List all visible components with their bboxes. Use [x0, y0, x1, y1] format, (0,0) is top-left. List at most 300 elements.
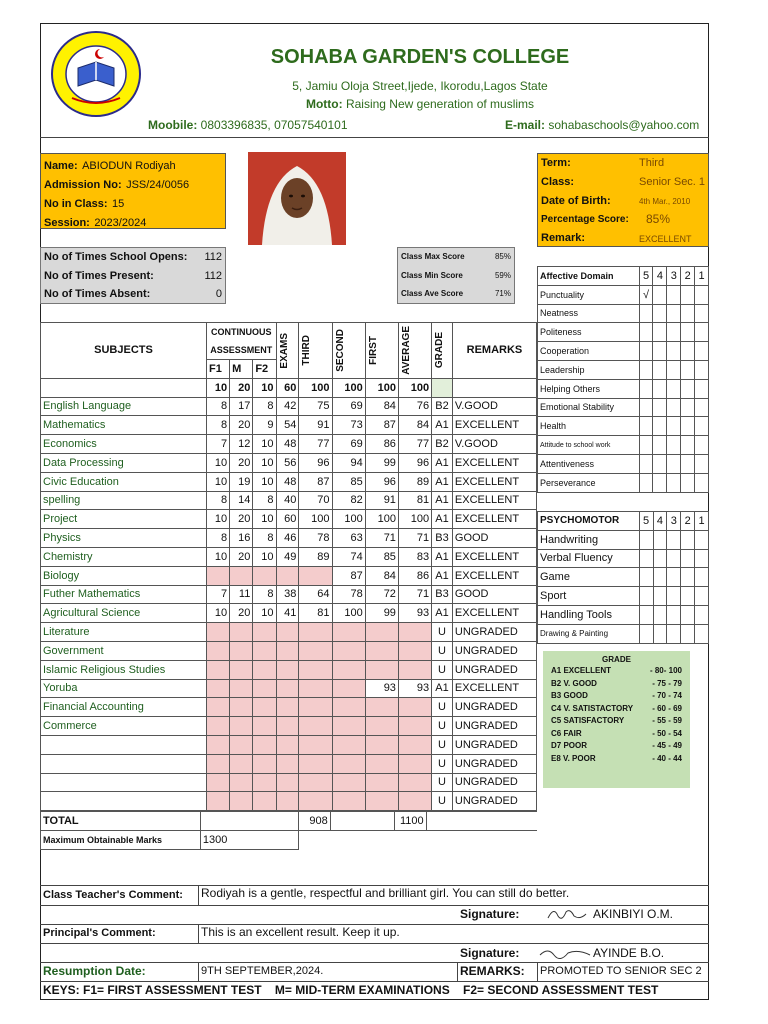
score-first: [365, 754, 398, 773]
score-f1: [207, 717, 230, 736]
table-row: [41, 510, 537, 529]
rating-cell: [653, 398, 667, 417]
score-third: [299, 735, 332, 754]
rating-cell: [695, 454, 709, 473]
rating-cell: [681, 304, 695, 323]
score-f2: 10: [253, 472, 276, 491]
grade-key-row: [551, 679, 682, 692]
score-exam: [276, 717, 299, 736]
affective-row: [538, 379, 709, 398]
remark-cell: V.GOOD: [452, 397, 536, 416]
score-m: [230, 698, 253, 717]
student-name: ABIODUN Rodiyah: [82, 160, 176, 172]
teacher-name: AKINBIYI O.M.: [593, 907, 674, 921]
psychomotor-row: [538, 568, 709, 587]
rating-cell: [681, 379, 695, 398]
subject-name: [41, 754, 207, 773]
score-avg: [398, 717, 431, 736]
score-m: 19: [230, 472, 253, 491]
rating-cell: [667, 323, 681, 342]
remark-cell: EXCELLENT: [452, 491, 536, 510]
grade-key-title: GRADE: [602, 655, 631, 664]
scale-cell: 5: [639, 512, 653, 531]
rating-cell: [695, 323, 709, 342]
score-avg: 89: [398, 472, 431, 491]
rating-cell: [695, 398, 709, 417]
score-f2: [253, 698, 276, 717]
grade-cell: A1: [432, 547, 453, 566]
affective-row: [538, 473, 709, 492]
score-f2: 8: [253, 585, 276, 604]
grade-cell: U: [432, 773, 453, 792]
rating-cell: [639, 605, 653, 624]
score-second: [332, 792, 365, 811]
score-m: 20: [230, 510, 253, 529]
affective-row: [538, 342, 709, 361]
remark-cell: UNGRADED: [452, 660, 536, 679]
rating-cell: [639, 417, 653, 436]
rating-cell: [653, 587, 667, 606]
class-score-value: 71%: [494, 289, 511, 298]
score-first: 71: [365, 529, 398, 548]
score-first: [365, 660, 398, 679]
psychomotor-row: [538, 530, 709, 549]
score-second: 82: [332, 491, 365, 510]
email-value: sohabaschools@yahoo.com: [548, 118, 700, 132]
rating-cell: [653, 360, 667, 379]
subjects-header: SUBJECTS: [41, 323, 207, 379]
max-remark-cell: [452, 378, 536, 397]
subject-name: Commerce: [41, 717, 207, 736]
remark-cell: UNGRADED: [452, 641, 536, 660]
score-exam: [276, 660, 299, 679]
score-first: 84: [365, 397, 398, 416]
term-label: Term:: [541, 157, 571, 169]
max-mark-cell: 100: [398, 378, 431, 397]
psychomotor-label: Game: [538, 568, 640, 587]
score-exam: 41: [276, 604, 299, 623]
score-m: [230, 679, 253, 698]
rating-cell: [667, 473, 681, 492]
class-score-row: [398, 285, 514, 304]
grade-cell: U: [432, 792, 453, 811]
score-avg: 93: [398, 604, 431, 623]
affective-row: [538, 398, 709, 417]
rating-cell: [695, 605, 709, 624]
table-row: [41, 792, 537, 811]
session: 2023/2024: [94, 217, 147, 229]
score-m: 11: [230, 585, 253, 604]
rating-cell: [695, 549, 709, 568]
score-first: 84: [365, 566, 398, 585]
promotion-remark: PROMOTED TO SENIOR SEC 2: [540, 965, 702, 977]
teacher-signature-icon: [546, 904, 588, 924]
score-exam: 42: [276, 397, 299, 416]
rating-cell: [681, 624, 695, 643]
score-exam: 54: [276, 416, 299, 435]
resumption-label: Resumption Date:: [43, 964, 146, 978]
score-m: 12: [230, 435, 253, 454]
grade-key-grade: D7 POOR: [551, 741, 588, 750]
subjects-table: [40, 322, 537, 811]
score-second: [332, 735, 365, 754]
score-exam: 38: [276, 585, 299, 604]
affective-label: Helping Others: [538, 379, 640, 398]
score-f2: 10: [253, 453, 276, 472]
rating-cell: [695, 360, 709, 379]
grade-key-grade: B2 V. GOOD: [551, 678, 597, 688]
score-first: 96: [365, 472, 398, 491]
subject-name: Islamic Religious Studies: [41, 660, 207, 679]
rating-cell: [639, 624, 653, 643]
rating-cell: [681, 360, 695, 379]
rating-cell: [639, 304, 653, 323]
total-average: 1100: [394, 812, 426, 831]
score-f2: 9: [253, 416, 276, 435]
grade-key-row: [551, 691, 682, 704]
grade-header: GRADE: [434, 332, 446, 369]
grade-key-row: [551, 754, 682, 767]
score-f2: [253, 735, 276, 754]
school-address: 5, Jamiu Oloja Street,Ijede, Ikorodu,Lagos State: [292, 79, 548, 93]
score-m: [230, 641, 253, 660]
table-row: [41, 679, 537, 698]
affective-domain-table: [537, 266, 709, 493]
school-motto: [200, 97, 640, 111]
score-exam: [276, 679, 299, 698]
table-row: [41, 472, 537, 491]
rating-cell: [667, 454, 681, 473]
school-name: SOHABA GARDEN'S COLLEGE: [270, 46, 570, 68]
rating-cell: [681, 568, 695, 587]
second-header: SECOND: [334, 329, 346, 372]
score-m: [230, 717, 253, 736]
remark-cell: UNGRADED: [452, 773, 536, 792]
psychomotor-label: Sport: [538, 587, 640, 606]
max-obtainable-label: Maximum Obtainable Marks: [41, 830, 201, 849]
remark-cell: EXCELLENT: [452, 547, 536, 566]
grade-cell: U: [432, 735, 453, 754]
score-f2: 10: [253, 547, 276, 566]
grade-cell: U: [432, 660, 453, 679]
score-second: [332, 623, 365, 642]
score-f2: 10: [253, 604, 276, 623]
subject-name: Literature: [41, 623, 207, 642]
remark-cell: EXCELLENT: [452, 472, 536, 491]
mobile-label: Moobile:: [148, 118, 198, 132]
f1-header: F1: [207, 360, 230, 379]
score-f1: [207, 566, 230, 585]
rating-cell: [667, 549, 681, 568]
attendance-value: 112: [204, 251, 222, 263]
grade-key-range: - 80- 100: [649, 666, 682, 675]
psychomotor-label: Handling Tools: [538, 605, 640, 624]
grade-key-grade: C6 FAIR: [551, 728, 582, 738]
score-first: [365, 735, 398, 754]
rating-cell: [639, 473, 653, 492]
score-first: [365, 717, 398, 736]
subject-name: Mathematics: [41, 416, 207, 435]
score-first: 91: [365, 491, 398, 510]
rating-cell: [653, 624, 667, 643]
score-third: 77: [299, 435, 332, 454]
score-second: [332, 754, 365, 773]
rating-cell: [639, 568, 653, 587]
rating-cell: [653, 323, 667, 342]
score-second: [332, 698, 365, 717]
score-f2: 8: [253, 397, 276, 416]
student-info-box: [40, 153, 226, 229]
table-row: [41, 566, 537, 585]
rating-cell: [639, 530, 653, 549]
dob-value: 4th Mar., 2010: [639, 197, 691, 206]
rating-cell: [667, 342, 681, 361]
max-mark-cell: 10: [253, 378, 276, 397]
score-m: 16: [230, 529, 253, 548]
score-m: [230, 754, 253, 773]
score-first: 85: [365, 547, 398, 566]
score-m: [230, 792, 253, 811]
score-first: [365, 792, 398, 811]
remark-cell: EXCELLENT: [452, 510, 536, 529]
totals-table: [40, 811, 537, 850]
rating-cell: [681, 549, 695, 568]
total-label: TOTAL: [41, 812, 201, 831]
table-row: [41, 660, 537, 679]
rating-cell: [667, 624, 681, 643]
score-first: [365, 641, 398, 660]
score-first: [365, 773, 398, 792]
score-f2: [253, 660, 276, 679]
score-avg: [398, 792, 431, 811]
score-second: 78: [332, 585, 365, 604]
rating-cell: [695, 304, 709, 323]
rating-cell: √: [639, 285, 653, 304]
rating-cell: [639, 454, 653, 473]
score-third: 78: [299, 529, 332, 548]
score-exam: 60: [276, 510, 299, 529]
grade-key-range: - 75 - 79: [652, 678, 682, 688]
principal-signature-label: Signature:: [460, 946, 520, 960]
score-m: 20: [230, 604, 253, 623]
score-f2: [253, 717, 276, 736]
subject-name: [41, 773, 207, 792]
max-mark-cell: 100: [299, 378, 332, 397]
grade-cell: A1: [432, 491, 453, 510]
resumption-date: 9TH SEPTEMBER,2024.: [201, 965, 324, 977]
exams-header: EXAMS: [278, 332, 290, 369]
class-label: Class:: [541, 176, 575, 188]
remark-cell: EXCELLENT: [452, 453, 536, 472]
grade-key-box: [543, 651, 690, 788]
rating-cell: [639, 323, 653, 342]
attendance-box: [40, 247, 226, 304]
subject-name: Biology: [41, 566, 207, 585]
score-f1: [207, 679, 230, 698]
subject-name: [41, 792, 207, 811]
score-third: [299, 623, 332, 642]
rating-cell: [695, 587, 709, 606]
remark-cell: EXCELLENT: [452, 679, 536, 698]
f2-header: F2: [253, 360, 276, 379]
remarks-label: REMARKS:: [460, 964, 525, 978]
score-second: [332, 660, 365, 679]
score-f1: 10: [207, 472, 230, 491]
rating-cell: [681, 454, 695, 473]
score-avg: 96: [398, 453, 431, 472]
m-header: M: [230, 360, 253, 379]
rating-cell: [667, 379, 681, 398]
percentage-value: 85%: [646, 212, 671, 226]
score-third: 89: [299, 547, 332, 566]
max-mark-cell: 60: [276, 378, 299, 397]
table-row: [41, 698, 537, 717]
affective-label: Politeness: [538, 323, 640, 342]
score-f2: [253, 754, 276, 773]
attendance-value: 0: [215, 288, 222, 300]
rating-cell: [681, 342, 695, 361]
remark-cell: UNGRADED: [452, 698, 536, 717]
score-second: 69: [332, 435, 365, 454]
class-score-row: [398, 267, 514, 286]
table-row: [41, 547, 537, 566]
rating-cell: [695, 417, 709, 436]
rating-cell: [667, 285, 681, 304]
score-third: [299, 566, 332, 585]
psychomotor-label: Drawing & Painting: [538, 624, 640, 643]
rating-cell: [667, 436, 681, 455]
score-third: [299, 679, 332, 698]
score-f1: [207, 792, 230, 811]
subject-name: spelling: [41, 491, 207, 510]
grade-key-grade: B3 GOOD: [551, 691, 588, 700]
max-mark-cell: 100: [365, 378, 398, 397]
rating-cell: [681, 530, 695, 549]
class-value: Senior Sec. 1: [639, 176, 706, 188]
rating-cell: [667, 398, 681, 417]
score-avg: [398, 641, 431, 660]
rating-cell: [695, 436, 709, 455]
score-third: 70: [299, 491, 332, 510]
score-third: 87: [299, 472, 332, 491]
affective-row: [538, 454, 709, 473]
affective-label: Punctuality: [538, 285, 640, 304]
score-second: 63: [332, 529, 365, 548]
score-exam: 56: [276, 453, 299, 472]
score-exam: [276, 641, 299, 660]
score-exam: [276, 566, 299, 585]
table-row: [41, 435, 537, 454]
score-exam: 40: [276, 491, 299, 510]
grade-cell: B3: [432, 585, 453, 604]
max-mark-cell: 20: [230, 378, 253, 397]
score-third: [299, 773, 332, 792]
max-grade-cell: [432, 378, 453, 397]
subject-name: Chemistry: [41, 547, 207, 566]
psychomotor-header-row: [538, 512, 709, 531]
grade-cell: B2: [432, 435, 453, 454]
attendance-label: No of Times Present:: [44, 269, 154, 282]
grade-cell: A1: [432, 510, 453, 529]
affective-row: [538, 304, 709, 323]
average-header: AVERAGE: [400, 326, 412, 375]
grade-key-range: - 40 - 44: [652, 753, 682, 763]
remark-cell: UNGRADED: [452, 754, 536, 773]
subject-name: Data Processing: [41, 453, 207, 472]
score-avg: 81: [398, 491, 431, 510]
score-third: [299, 698, 332, 717]
score-first: 93: [365, 679, 398, 698]
scale-cell: 2: [681, 267, 695, 286]
score-avg: [398, 754, 431, 773]
score-second: 94: [332, 453, 365, 472]
score-f2: [253, 773, 276, 792]
score-first: 87: [365, 416, 398, 435]
score-f1: [207, 660, 230, 679]
psychomotor-table: [537, 511, 709, 644]
score-f1: 10: [207, 453, 230, 472]
max-mark-cell: 10: [207, 378, 230, 397]
principal-comment-label: Principal's Comment:: [43, 927, 156, 939]
score-third: [299, 660, 332, 679]
rating-cell: [681, 285, 695, 304]
score-f2: 10: [253, 510, 276, 529]
table-row: [41, 735, 537, 754]
grade-cell: A1: [432, 416, 453, 435]
score-m: [230, 623, 253, 642]
no-in-class-label: No in Class:: [44, 198, 108, 210]
affective-title: Affective Domain: [538, 267, 640, 286]
score-first: 99: [365, 453, 398, 472]
affective-label: Neatness: [538, 304, 640, 323]
rating-cell: [667, 360, 681, 379]
class-score-row: [398, 248, 514, 267]
score-f2: [253, 792, 276, 811]
grade-key-range: - 70 - 74: [652, 691, 682, 700]
rating-cell: [695, 379, 709, 398]
affective-label: Attentiveness: [538, 454, 640, 473]
grade-key-row: [551, 704, 682, 717]
rating-cell: [653, 417, 667, 436]
affective-label: Perseverance: [538, 473, 640, 492]
subject-name: Physics: [41, 529, 207, 548]
grade-cell: B2: [432, 397, 453, 416]
score-second: [332, 641, 365, 660]
grade-cell: A1: [432, 604, 453, 623]
scale-cell: 1: [695, 512, 709, 531]
remark-cell: V.GOOD: [452, 435, 536, 454]
score-second: [332, 717, 365, 736]
table-row: [41, 416, 537, 435]
score-exam: 48: [276, 435, 299, 454]
affective-label: Leadership: [538, 360, 640, 379]
score-exam: 48: [276, 472, 299, 491]
psychomotor-row: [538, 587, 709, 606]
score-second: 85: [332, 472, 365, 491]
grade-cell: U: [432, 623, 453, 642]
rating-cell: [667, 587, 681, 606]
rating-cell: [695, 473, 709, 492]
motto-text: Raising New generation of muslims: [345, 97, 535, 111]
score-first: 100: [365, 510, 398, 529]
score-m: 14: [230, 491, 253, 510]
rating-cell: [681, 323, 695, 342]
remark-cell: UNGRADED: [452, 717, 536, 736]
dob-label: Date of Birth:: [541, 195, 611, 207]
score-third: [299, 792, 332, 811]
score-exam: 46: [276, 529, 299, 548]
score-m: 20: [230, 547, 253, 566]
